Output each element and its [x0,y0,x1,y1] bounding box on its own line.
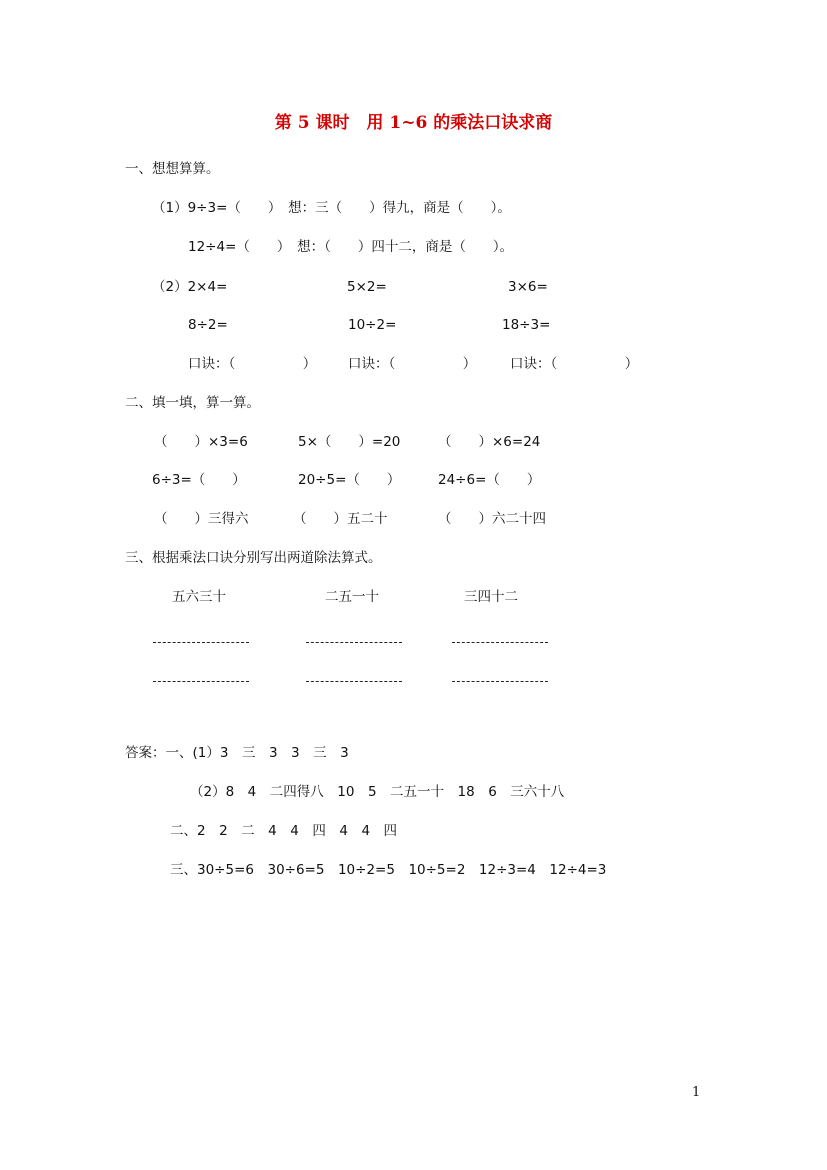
section2-r1-item: 5×（ ）=20 [298,434,401,450]
section2-r3-item: （ ）六二十四 [438,511,546,527]
section3-rhyme: 五六三十 [172,589,226,605]
answers-line1: 答案：一、(1）3 三 3 3 三 3 [125,745,349,761]
section2-r3-item: （ ）五二十 [293,511,388,527]
section1-p2-r1-item: 5×2= [347,279,387,295]
section2-r2-item: 24÷6=（ ） [438,472,541,488]
section1-p1-line1: （1）9÷3=（ ） 想：三（ ）得九，商是（ ）。 [152,200,511,216]
lesson-title: 第 5 课时 用 1~6 的乘法口诀求商 [274,113,553,133]
section2-r1-item: （ ）×6=24 [438,434,541,450]
section1-p2-r2-item: 10÷2= [348,317,397,333]
section2-r1-item: （ ）×3=6 [154,434,248,450]
answers-line2: （2）8 4 二四得八 10 5 二五一十 18 6 三六十八 [190,784,565,800]
section1-p2-r3-item: 口诀：（ ） [348,356,477,372]
answers-line4: 三、30÷5=6 30÷6=5 10÷2=5 10÷5=2 12÷3=4 12÷4=3 [170,862,607,878]
section1-p2-r2-item: 18÷3= [502,317,551,333]
section1-p2-r3-item: 口诀：（ ） [510,356,639,372]
section3-rhyme: 二五一十 [325,589,379,605]
section1-p2-r3-item: 口诀：（ ） [188,356,317,372]
answers-line3: 二、2 2 二 4 4 四 4 4 四 [170,823,398,839]
section2-r2-item: 20÷5=（ ） [298,472,401,488]
answer-blank-line [452,681,548,682]
answer-blank-line [306,642,402,643]
section1-p2-r2-item: 8÷2= [188,317,228,333]
answer-blank-line [306,681,402,682]
section1-heading: 一、想想算算。 [125,161,220,177]
section1-p2-r1-item: 3×6= [508,279,548,295]
page-number: 1 [692,1085,701,1100]
answer-blank-line [452,642,548,643]
section2-r2-item: 6÷3=（ ） [152,472,246,488]
section2-heading: 二、填一填，算一算。 [125,395,260,411]
section3-rhyme: 三四十二 [464,589,518,605]
section2-r3-item: （ ）三得六 [154,511,249,527]
section3-heading: 三、根据乘法口诀分别写出两道除法算式。 [125,550,382,566]
section1-p2-label: （2）2×4= [152,279,228,295]
answer-blank-line [153,681,249,682]
section1-p1-line2: 12÷4=（ ） 想：（ ）四十二，商是（ ）。 [188,239,514,255]
answer-blank-line [153,642,249,643]
